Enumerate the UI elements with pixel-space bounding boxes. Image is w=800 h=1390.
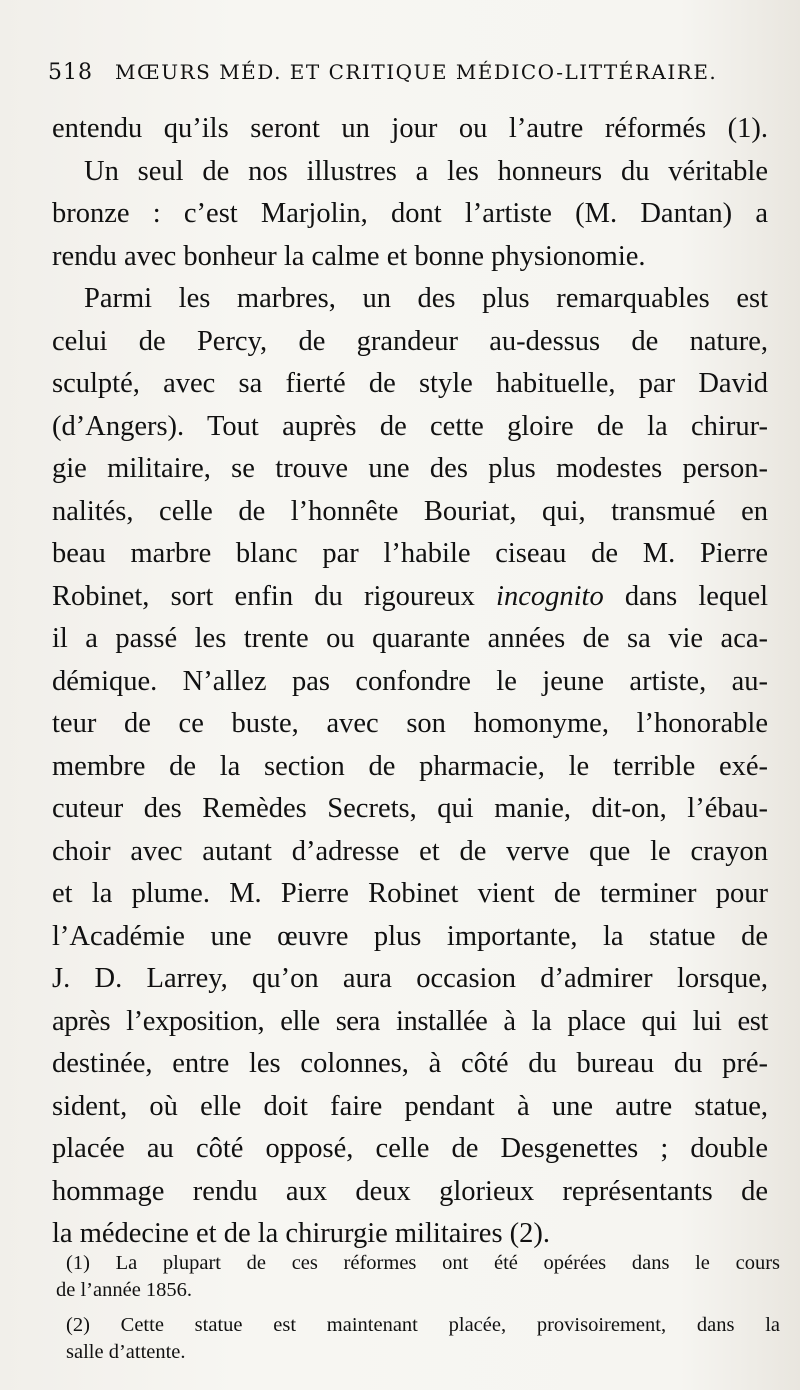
text-line: destinée, entre les colonnes, à côté du bureau du pré- xyxy=(52,1048,768,1079)
text-line: démique. N’allez pas confondre le jeune artiste, au- xyxy=(52,665,768,697)
text-line: hommage rendu aux deux glorieux représentants de xyxy=(52,1175,768,1207)
text-line: celui de Percy, de grandeur au-dessus de nature, xyxy=(52,325,768,357)
text-line: (d’Angers). Tout auprès de cette gloire de la chirur- xyxy=(52,410,768,442)
text-line: il a passé les trente ou quarante années de sa vie aca- xyxy=(52,623,768,654)
text-line: sident, où elle doit faire pendant à une autre statue, xyxy=(52,1090,768,1122)
text-line: beau marbre blanc par l’habile ciseau de M. Pierre xyxy=(52,538,768,569)
text-line: membre de la section de pharmacie, le terrible exé- xyxy=(52,750,768,782)
text-line: après l’exposition, elle sera installée à la place qui lui est xyxy=(52,1005,768,1037)
text-line: l’Académie une œuvre plus importante, la statue de xyxy=(52,920,768,952)
text-line: rendu avec bonheur la calme et bonne physionomie. xyxy=(52,240,646,272)
footnote-1-line: (1) La plupart de ces réformes ont été opérées dans le cours xyxy=(66,1252,780,1274)
text-line: teur de ce buste, avec son homonyme, l’honorable xyxy=(52,708,768,739)
text-line: Parmi les marbres, un des plus remarquables est xyxy=(84,283,768,314)
running-title: MŒURS MÉD. ET CRITIQUE MÉDICO-LITTÉRAIRE. xyxy=(115,60,718,84)
running-header xyxy=(48,60,748,92)
text-line: Un seul de nos illustres a les honneurs du véritable xyxy=(84,155,768,187)
footnote-2-line: salle d’attente. xyxy=(66,1341,186,1363)
italic-word: incognito xyxy=(496,580,604,612)
text-line: la médecine et de la chirurgie militaires (2). xyxy=(52,1218,551,1249)
text-segment: dans lequel xyxy=(624,580,769,612)
text-line: cuteur des Remèdes Secrets, qui manie, dit-on, l’ébau- xyxy=(52,793,768,824)
text-line-with-italic xyxy=(52,576,768,619)
text-line: bronze : c’est Marjolin, dont l’artiste (M. Dantan) a xyxy=(52,198,768,229)
text-line: J. D. Larrey, qu’on aura occasion d’admirer lorsque, xyxy=(52,963,768,994)
footnote-2-line: (2) Cette statue est maintenant placée, provisoirement, dans la xyxy=(66,1314,780,1336)
footnotes xyxy=(56,1250,780,1366)
page-number: 518 xyxy=(48,60,93,85)
text-segment: Robinet, sort enfin du rigoureux xyxy=(52,580,475,612)
text-line: entendu qu’ils seront un jour ou l’autre réformés (1). xyxy=(52,113,768,144)
text-line: nalités, celle de l’honnête Bouriat, qui, transmué en xyxy=(52,495,768,527)
text-line: sculpté, avec sa fierté de style habituelle, par David xyxy=(52,368,768,399)
text-line: choir avec autant d’adresse et de verve que le crayon xyxy=(52,835,768,867)
footnote-1-line: de l’année 1856. xyxy=(56,1279,193,1301)
text-line: gie militaire, se trouve une des plus modestes person- xyxy=(52,453,768,484)
text-line: placée au côté opposé, celle de Desgenettes ; double xyxy=(52,1133,768,1164)
text-line: et la plume. M. Pierre Robinet vient de terminer pour xyxy=(52,878,768,909)
body-text xyxy=(52,108,768,1256)
